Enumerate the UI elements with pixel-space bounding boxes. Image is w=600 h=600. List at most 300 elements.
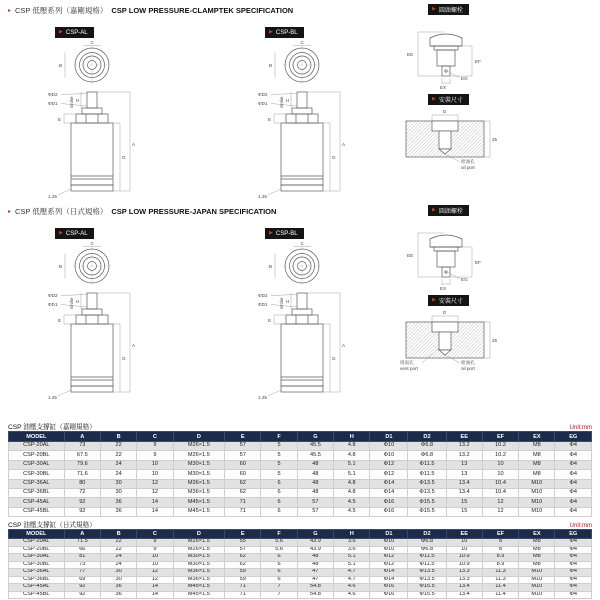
value-cell: 10 [137, 460, 173, 469]
value-cell: 62 [225, 561, 261, 569]
model-cell: CSP-30BL [9, 470, 65, 479]
dim-label-d: D [443, 109, 447, 114]
value-cell: Φ15.5 [408, 591, 446, 599]
section-header-japan [8, 206, 276, 217]
tag-arrow-icon: ▶ [269, 29, 273, 35]
value-cell: 60 [225, 460, 261, 469]
value-cell: 9 [137, 442, 173, 451]
mount-section-drawing [398, 308, 498, 374]
vent-port-label-en: vent port [400, 366, 418, 371]
value-cell: M30×1.5 [173, 554, 225, 562]
value-cell: M30×1.5 [173, 460, 225, 469]
column-header: EF [482, 530, 518, 539]
value-cell: 8.9 [482, 554, 518, 562]
column-header: D1 [370, 432, 408, 442]
value-cell: 30 [100, 569, 136, 577]
value-cell: M10 [519, 479, 555, 488]
dim-label-eg: EG [461, 76, 468, 81]
value-cell: Φ12 [370, 470, 408, 479]
value-cell: Φ4 [555, 539, 592, 547]
dim-label-a: A [342, 343, 346, 348]
column-header: A [64, 432, 100, 442]
value-cell: Φ10 [370, 451, 408, 460]
dim-label-e: E [58, 117, 62, 122]
value-cell: Φ15.5 [408, 498, 446, 507]
column-header: G [297, 432, 333, 442]
dim-label-ex: EX [440, 85, 447, 90]
column-header: D [173, 432, 225, 442]
model-cell: CSP-45BL [9, 591, 65, 599]
value-cell: 30 [100, 479, 136, 488]
model-cell: CSP-20AL [9, 539, 65, 547]
value-cell: 13.3 [446, 569, 482, 577]
csp-bl-top-view-drawing [262, 40, 334, 86]
value-cell: 22 [100, 442, 136, 451]
value-cell: 36 [100, 498, 136, 507]
value-cell: 5 [261, 460, 297, 469]
model-tag-csp-al [55, 228, 94, 239]
value-cell: 5.6 [261, 539, 297, 547]
value-cell: 10.4 [482, 488, 518, 497]
table-row [9, 546, 592, 554]
value-cell: 10.9 [446, 554, 482, 562]
value-cell: M10 [519, 498, 555, 507]
value-cell: 14 [137, 584, 173, 592]
section-title-en: CSP LOW PRESSURE-CLAMPTEK SPECIFICATION [111, 6, 294, 15]
value-cell: M8 [519, 451, 555, 460]
value-cell: 5.1 [334, 561, 370, 569]
value-cell: 10.2 [482, 451, 518, 460]
dim-label-c: C [90, 40, 94, 45]
dim-label-b: B [269, 63, 273, 68]
value-cell: M10 [519, 576, 555, 584]
table-row [9, 451, 592, 460]
value-cell: 6 [261, 554, 297, 562]
value-cell: M36×1.5 [173, 576, 225, 584]
value-cell: Φ4 [555, 561, 592, 569]
value-cell: 13.2 [446, 442, 482, 451]
value-cell: Φ4 [555, 584, 592, 592]
value-cell: 71.5 [64, 539, 100, 547]
value-cell: 69 [64, 576, 100, 584]
value-cell: M26×1.5 [173, 539, 225, 547]
value-cell: 5.1 [334, 460, 370, 469]
dim-label-d: D [443, 310, 447, 315]
value-cell: 48 [297, 554, 333, 562]
value-cell: M36×1.5 [173, 569, 225, 577]
value-cell: Φ4 [555, 488, 592, 497]
dim-label-eg: EG [461, 277, 468, 282]
value-cell: 71 [225, 591, 261, 599]
dim-label-d2: ΦD2 [48, 92, 58, 97]
value-cell: 54.8 [297, 591, 333, 599]
value-cell: 11.4 [482, 591, 518, 599]
model-cell: CSP-30AL [9, 554, 65, 562]
column-header: MODEL [9, 432, 65, 442]
value-cell: 57 [225, 442, 261, 451]
column-header: B [100, 530, 136, 539]
value-cell: M8 [519, 442, 555, 451]
value-cell: 14 [137, 591, 173, 599]
value-cell: Φ14 [370, 479, 408, 488]
table-row [9, 460, 592, 469]
model-cell: CSP-20BL [9, 546, 65, 554]
value-cell: 10 [137, 470, 173, 479]
section-bullet-icon: ▸ [8, 8, 12, 14]
value-cell: 92 [64, 498, 100, 507]
value-cell: 92 [64, 507, 100, 516]
value-cell: M26×1.5 [173, 451, 225, 460]
table-row [9, 561, 592, 569]
value-cell: 9 [137, 546, 173, 554]
model-cell: CSP-30AL [9, 460, 65, 469]
value-cell: 71 [225, 498, 261, 507]
value-cell: 13.3 [446, 576, 482, 584]
value-cell: 4.5 [334, 498, 370, 507]
value-cell: M8 [519, 561, 555, 569]
dim-label-a: A [132, 343, 136, 348]
csp-al-top-view-drawing [52, 40, 124, 86]
value-cell: 12 [137, 488, 173, 497]
value-cell: 8.9 [482, 561, 518, 569]
value-cell: Φ14 [370, 488, 408, 497]
value-cell: 12 [137, 576, 173, 584]
value-cell: Φ11.5 [408, 460, 446, 469]
value-cell: 11.4 [482, 584, 518, 592]
value-cell: 79.6 [64, 460, 100, 469]
value-cell: 13.4 [446, 479, 482, 488]
value-cell: 12 [482, 498, 518, 507]
round-head-bolt-drawing [404, 26, 488, 90]
model-tag-label: CSP-BL [275, 29, 298, 36]
value-cell: M45×1.5 [173, 498, 225, 507]
value-cell: Φ6.8 [408, 539, 446, 547]
value-cell: Φ4 [555, 498, 592, 507]
tag-arrow-icon: ▶ [59, 230, 63, 236]
value-cell: Φ12 [370, 561, 408, 569]
oil-port-label-zh: 給油孔 [461, 360, 475, 365]
value-cell: 67.5 [64, 451, 100, 460]
table2-unit-label: Unit:mm [569, 523, 592, 529]
value-cell: 47 [297, 576, 333, 584]
mount-tag-label: 安裝尺寸 [438, 98, 463, 104]
column-header: EE [446, 432, 482, 442]
value-cell: Φ16 [370, 591, 408, 599]
value-cell: M26×1.5 [173, 546, 225, 554]
mount-section-drawing [398, 107, 498, 173]
value-cell: M8 [519, 539, 555, 547]
dim-label-25: 25 [492, 338, 498, 343]
value-cell: 48 [297, 561, 333, 569]
value-cell: Φ4 [555, 479, 592, 488]
value-cell: 13.4 [446, 488, 482, 497]
dim-label-d1: ΦD1 [258, 302, 268, 307]
value-cell: 13.2 [446, 451, 482, 460]
model-tag-csp-al [55, 27, 94, 38]
value-cell: 4.5 [334, 507, 370, 516]
mount-tag [428, 295, 469, 306]
dim-label-d2: ΦD2 [258, 293, 268, 298]
table-row [9, 539, 592, 547]
tag-arrow-icon: ▶ [432, 207, 436, 213]
column-header: E [225, 530, 261, 539]
value-cell: 22 [100, 451, 136, 460]
value-cell: 57 [225, 451, 261, 460]
tag-arrow-icon: ▶ [432, 6, 436, 12]
spec-table-japan [8, 529, 592, 599]
mount-tag-label: 安裝尺寸 [438, 299, 463, 305]
model-cell: CSP-36AL [9, 569, 65, 577]
value-cell: Φ15.5 [408, 584, 446, 592]
value-cell: Φ4 [555, 460, 592, 469]
value-cell: Φ11.5 [408, 470, 446, 479]
value-cell: 10 [137, 561, 173, 569]
dim-label-d2: ΦD2 [258, 92, 268, 97]
model-cell: CSP-36AL [9, 479, 65, 488]
value-cell: 30 [100, 488, 136, 497]
value-cell: 4.7 [334, 576, 370, 584]
value-cell: 6 [261, 479, 297, 488]
value-cell: 92 [64, 591, 100, 599]
value-cell: M45×1.5 [173, 591, 225, 599]
value-cell: 9 [137, 539, 173, 547]
value-cell: 11.3 [482, 569, 518, 577]
dim-label-c: C [90, 241, 94, 246]
column-header: EF [482, 432, 518, 442]
value-cell: 71 [225, 507, 261, 516]
value-cell: M10 [519, 569, 555, 577]
dim-label-a: A [342, 142, 346, 147]
value-cell: 6 [261, 561, 297, 569]
value-cell: 54.8 [297, 584, 333, 592]
dim-label-chamfer: 1.25 [48, 194, 57, 199]
value-cell: 4.8 [334, 442, 370, 451]
value-cell: 43.9 [297, 539, 333, 547]
dim-label-ef: EF [475, 59, 481, 64]
value-cell: 13 [446, 460, 482, 469]
column-header: D [173, 530, 225, 539]
value-cell: 45.5 [297, 451, 333, 460]
value-cell: 5.1 [334, 554, 370, 562]
value-cell: M8 [519, 470, 555, 479]
csp-al-side-view-drawing [46, 88, 138, 202]
column-header: D1 [370, 530, 408, 539]
column-header: EE [446, 530, 482, 539]
section-title-zh: CSP 低壓系列（嘉剛規格） [15, 6, 108, 15]
column-header: A [64, 530, 100, 539]
value-cell: 92 [64, 584, 100, 592]
column-header: EG [555, 432, 592, 442]
value-cell: 4.6 [334, 584, 370, 592]
value-cell: 48 [297, 470, 333, 479]
table2-title: CSP 油壓支撐缸（日式規格） [8, 522, 96, 529]
csp-bl-side-view-drawing [256, 289, 348, 403]
value-cell: 36 [100, 507, 136, 516]
value-cell: M8 [519, 546, 555, 554]
dim-label-a: A [132, 142, 136, 147]
value-cell: Φ16 [370, 507, 408, 516]
value-cell: M26×1.5 [173, 442, 225, 451]
value-cell: 5.6 [261, 546, 297, 554]
oil-port-label-zh: 給油孔 [461, 159, 475, 164]
value-cell: Φ4 [555, 470, 592, 479]
value-cell: M30×1.5 [173, 561, 225, 569]
value-cell: 8 [482, 546, 518, 554]
model-cell: CSP-20AL [9, 442, 65, 451]
dim-label-h: H [76, 299, 80, 304]
column-header: H [334, 530, 370, 539]
value-cell: 36 [100, 584, 136, 592]
value-cell: Φ4 [555, 546, 592, 554]
value-cell: 22 [100, 546, 136, 554]
column-header: EX [519, 432, 555, 442]
value-cell: 10.4 [482, 479, 518, 488]
value-cell: M8 [519, 554, 555, 562]
table-header-row [9, 432, 592, 442]
value-cell: 15 [446, 498, 482, 507]
stroke-label: stroke [279, 96, 284, 108]
dim-label-e: E [268, 318, 272, 323]
mount-tag [428, 94, 469, 105]
value-cell: 8 [482, 539, 518, 547]
value-cell: M30×1.5 [173, 470, 225, 479]
value-cell: Φ13.5 [408, 576, 446, 584]
dim-label-h: H [286, 98, 290, 103]
value-cell: M45×1.5 [173, 584, 225, 592]
value-cell: Φ13.5 [408, 479, 446, 488]
value-cell: 73 [64, 442, 100, 451]
dim-label-d1: ΦD1 [48, 101, 58, 106]
value-cell: Φ6.8 [408, 442, 446, 451]
csp-bl-side-view-drawing [256, 88, 348, 202]
dim-label-g: G [122, 155, 126, 160]
value-cell: Φ4 [555, 507, 592, 516]
value-cell: M8 [519, 460, 555, 469]
table-row [9, 576, 592, 584]
dim-label-b: B [59, 264, 63, 269]
dim-label-ef: EF [475, 260, 481, 265]
stroke-label: stroke [279, 297, 284, 309]
model-tag-label: CSP-BL [275, 230, 298, 237]
table-row [9, 479, 592, 488]
model-cell: CSP-45BL [9, 507, 65, 516]
dim-label-b: B [59, 63, 63, 68]
value-cell: 24 [100, 561, 136, 569]
value-cell: 72 [64, 488, 100, 497]
value-cell: 13.4 [446, 584, 482, 592]
value-cell: 10 [446, 539, 482, 547]
table-header-row [9, 530, 592, 539]
value-cell: 3.6 [334, 546, 370, 554]
value-cell: 10.2 [482, 442, 518, 451]
value-cell: 62 [225, 488, 261, 497]
model-tag-csp-bl [265, 27, 304, 38]
value-cell: 48 [297, 479, 333, 488]
value-cell: 45.5 [297, 442, 333, 451]
value-cell: 13 [446, 470, 482, 479]
value-cell: 6 [261, 498, 297, 507]
model-cell: CSP-20BL [9, 451, 65, 460]
value-cell: M45×1.5 [173, 507, 225, 516]
model-cell: CSP-36BL [9, 576, 65, 584]
value-cell: 4.8 [334, 451, 370, 460]
column-header: H [334, 432, 370, 442]
dim-label-e: E [58, 318, 62, 323]
value-cell: M36×1.5 [173, 479, 225, 488]
value-cell: 24 [100, 554, 136, 562]
dim-label-chamfer: 1.25 [258, 194, 267, 199]
table2-title-row [8, 519, 592, 529]
value-cell: 9 [137, 451, 173, 460]
oil-port-label-en: oil port [461, 165, 475, 170]
column-header: C [137, 530, 173, 539]
dim-label-d1: ΦD1 [48, 302, 58, 307]
column-header: D2 [408, 432, 446, 442]
value-cell: Φ14 [370, 569, 408, 577]
value-cell: 48 [297, 460, 333, 469]
value-cell: 71 [225, 584, 261, 592]
csp-bl-top-view-drawing [262, 241, 334, 287]
value-cell: Φ4 [555, 576, 592, 584]
value-cell: Φ13.5 [408, 488, 446, 497]
bolt-tag-label: 圓頭螺栓 [438, 8, 463, 14]
value-cell: 24 [100, 470, 136, 479]
model-cell: CSP-30BL [9, 561, 65, 569]
value-cell: 71.6 [64, 470, 100, 479]
table1-unit-label: Unit:mm [569, 425, 592, 431]
value-cell: 62 [225, 479, 261, 488]
column-header: EG [555, 530, 592, 539]
value-cell: 43.9 [297, 546, 333, 554]
dim-label-b: B [269, 264, 273, 269]
value-cell: 73 [64, 561, 100, 569]
bolt-tag [428, 4, 469, 15]
value-cell: Φ4 [555, 569, 592, 577]
value-cell: Φ4 [555, 451, 592, 460]
table-row [9, 442, 592, 451]
value-cell: M10 [519, 584, 555, 592]
value-cell: Φ12 [370, 554, 408, 562]
dim-label-chamfer: 1.25 [258, 395, 267, 400]
value-cell: 12 [137, 479, 173, 488]
value-cell: 4.6 [334, 591, 370, 599]
model-cell: CSP-45AL [9, 584, 65, 592]
value-cell: 55 [225, 539, 261, 547]
value-cell: 10 [482, 460, 518, 469]
value-cell: 14 [137, 498, 173, 507]
column-header: B [100, 432, 136, 442]
dim-label-g: G [332, 155, 336, 160]
value-cell: 22 [100, 539, 136, 547]
value-cell: 24 [100, 460, 136, 469]
value-cell: 36 [100, 591, 136, 599]
dim-label-g: G [122, 356, 126, 361]
stroke-label: stroke [69, 297, 74, 309]
value-cell: Φ11.5 [408, 561, 446, 569]
model-cell: CSP-45AL [9, 498, 65, 507]
stroke-label: stroke [69, 96, 74, 108]
value-cell: 11.3 [482, 576, 518, 584]
model-tag-label: CSP-AL [65, 230, 88, 237]
value-cell: 10.9 [446, 561, 482, 569]
value-cell: 6 [261, 488, 297, 497]
value-cell: Φ4 [555, 554, 592, 562]
dim-label-chamfer: 1.25 [48, 395, 57, 400]
value-cell: 47 [297, 569, 333, 577]
value-cell: 4.8 [334, 488, 370, 497]
value-cell: 5 [261, 451, 297, 460]
value-cell: 3.6 [334, 539, 370, 547]
